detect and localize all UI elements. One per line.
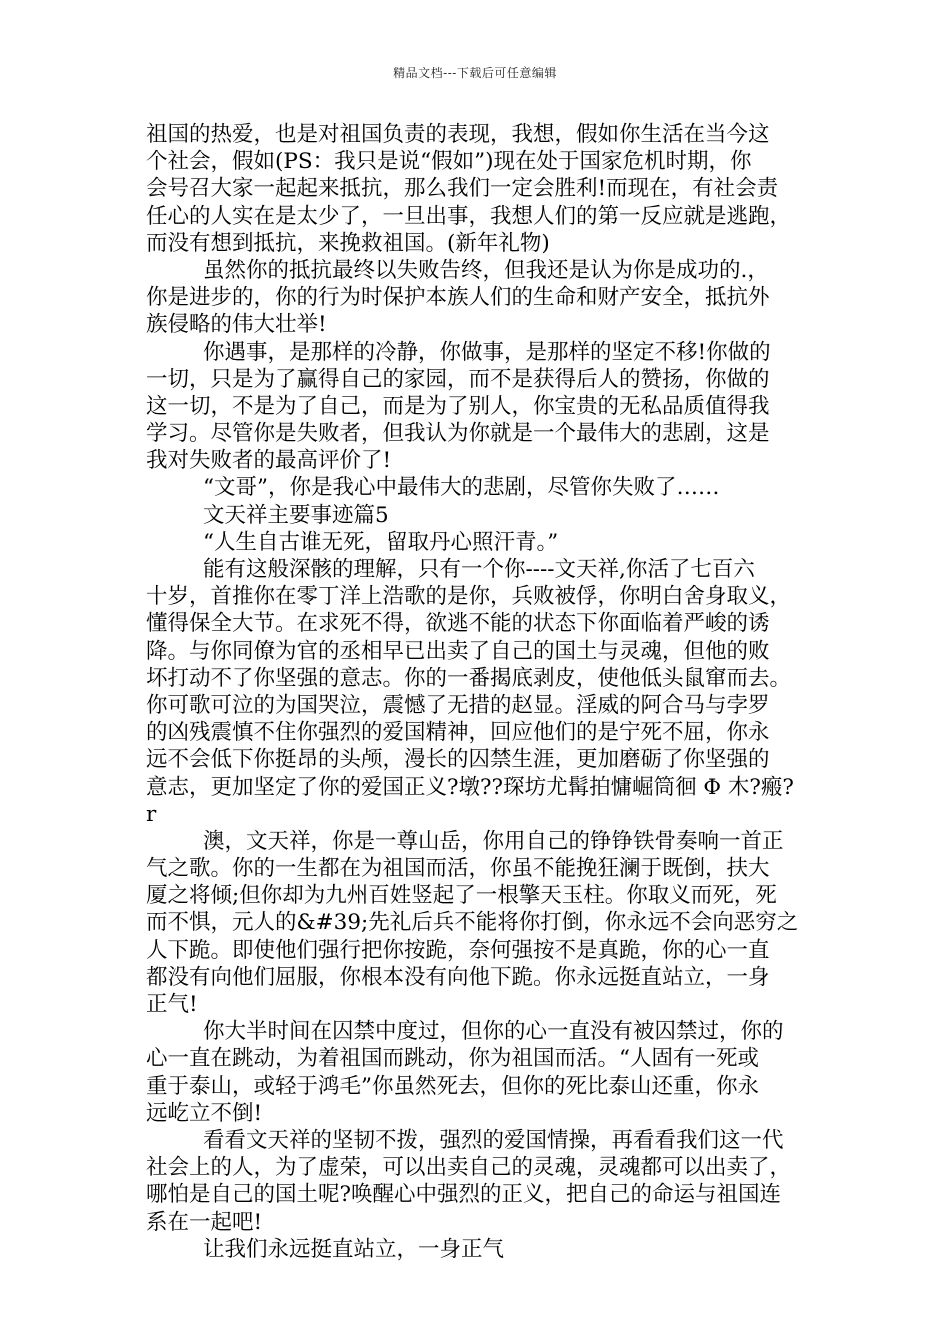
text-line: 一切，只是为了赢得自己的家园，而不是获得后人的赞扬，你做的: [146, 366, 770, 392]
text-line: 个社会，假如(PS：我只是说“假如”)现在处于国家危机时期，你: [146, 149, 752, 175]
text-line: 人下跪。即使他们强行把你按跪，奈何强按不是真跪，你的心一直: [146, 937, 770, 963]
text-line: 文天祥主要事迹篇5: [203, 502, 389, 528]
text-line: 祖国的热爱，也是对祖国负责的表现，我想，假如你生活在当今这: [146, 122, 770, 147]
text-line: 坏打动不了你坚强的意志。你的一番揭底剥皮，使他低头鼠窜而去。: [146, 665, 792, 691]
text-line: 你可歌可泣的为国哭泣，震憾了无措的赵显。淫威的阿合马与孛罗: [146, 692, 770, 718]
text-line: 学习。尽管你是失败者，但我认为你就是一个最伟大的悲剧，这是: [146, 421, 770, 447]
text-line: 我对失败者的最高评价了!: [146, 448, 392, 474]
text-line: 心一直在跳动，为着祖国而跳动，你为祖国而活。“人固有一死或: [146, 1046, 759, 1072]
document-body: [146, 121, 806, 1263]
text-line: “文哥”，你是我心中最伟大的悲剧，尽管你失败了……: [203, 475, 720, 501]
text-line: 哪怕是自己的国土呢?唤醒心中强烈的正义，把自己的命运与祖国连: [146, 1182, 782, 1208]
text-line: r: [146, 801, 157, 827]
text-line: 远屹立不倒!: [146, 1100, 263, 1126]
text-line: 这一切，不是为了自己，而是为了别人，你宝贵的无私品质值得我: [146, 393, 770, 419]
text-line: 你大半时间在囚禁中度过，但你的心一直没有被囚禁过，你的: [203, 1019, 784, 1045]
text-line: 会号召大家一起起来抵抗，那么我们一定会胜利!而现在，有社会责: [146, 176, 779, 202]
text-line: “人生自古谁无死，留取丹心照汗青。”: [203, 529, 559, 555]
text-line: 虽然你的抵抗最终以失败告终，但我还是认为你是成功的.，: [203, 257, 769, 283]
text-line: 你遇事，是那样的冷静，你做事，是那样的坚定不移!你做的: [203, 339, 771, 365]
text-line: 都没有向他们屈服，你根本没有向他下跪。你永远挺直站立，一身: [146, 964, 770, 990]
text-line: 能有这般深骸的理解，只有一个你----文天祥,你活了七百六: [203, 557, 755, 582]
text-line: 澳，文天祥，你是一尊山岳，你用自己的铮铮铁骨奏响一首正: [203, 828, 784, 854]
text-line: 厦之将倾;但你却为九州百姓竖起了一根擎天玉柱。你取义而死，死: [146, 883, 777, 909]
text-line: 你是进步的，你的行为时保护本族人们的生命和财产安全，抵抗外: [146, 285, 770, 311]
text-line: 让我们永远挺直站立，一身正气: [203, 1236, 505, 1262]
text-line: 意志，更加坚定了你的爱国正义?墩??琛坊尤髯拍慵崛筒徊 Φ 木?瘢?: [146, 774, 794, 800]
text-line: 而没有想到抵抗，来挽救祖国。(新年礼物): [146, 230, 550, 256]
text-line: 系在一起吧!: [146, 1209, 263, 1235]
text-line: 懂得保全大节。在求死不得，欲逃不能的状态下你面临着严峻的诱: [146, 611, 770, 637]
text-line: 正气!: [146, 992, 198, 1017]
page-header: 精品文档---下载后可任意编辑: [393, 66, 557, 80]
text-line: 重于泰山，或轻于鸿毛”你虽然死去，但你的死比泰山还重，你永: [146, 1073, 759, 1099]
text-line: 看看文天祥的坚韧不拨，强烈的爱国情操，再看看我们这一代: [203, 1127, 784, 1153]
text-line: 十岁，首推你在零丁洋上浩歌的是你，兵败被俘，你明白舍身取义，: [146, 584, 792, 610]
text-line: 任心的人实在是太少了，一旦出事，我想人们的第一反应就是逃跑，: [146, 203, 792, 229]
text-line: 远不会低下你挺昂的头颅，漫长的囚禁生涯，更加磨砺了你坚强的: [146, 747, 770, 773]
text-line: 社会上的人，为了虚荣，可以出卖自己的灵魂，灵魂都可以出卖了，: [146, 1155, 792, 1181]
text-line: 而不惧，元人的&#39;先礼后兵不能将你打倒，你永远不会向恶穷之: [146, 910, 799, 936]
text-line: 族侵略的伟大壮举!: [146, 312, 327, 338]
text-line: 气之歌。你的一生都在为祖国而活，你虽不能挽狂澜于既倒，扶大: [146, 856, 770, 882]
text-line: 降。与你同僚为官的丞相早已出卖了自己的国土与灵魂，但他的败: [146, 638, 770, 664]
text-line: 的凶残震慎不住你强烈的爱国精神，回应他们的是宁死不屈，你永: [146, 720, 770, 746]
